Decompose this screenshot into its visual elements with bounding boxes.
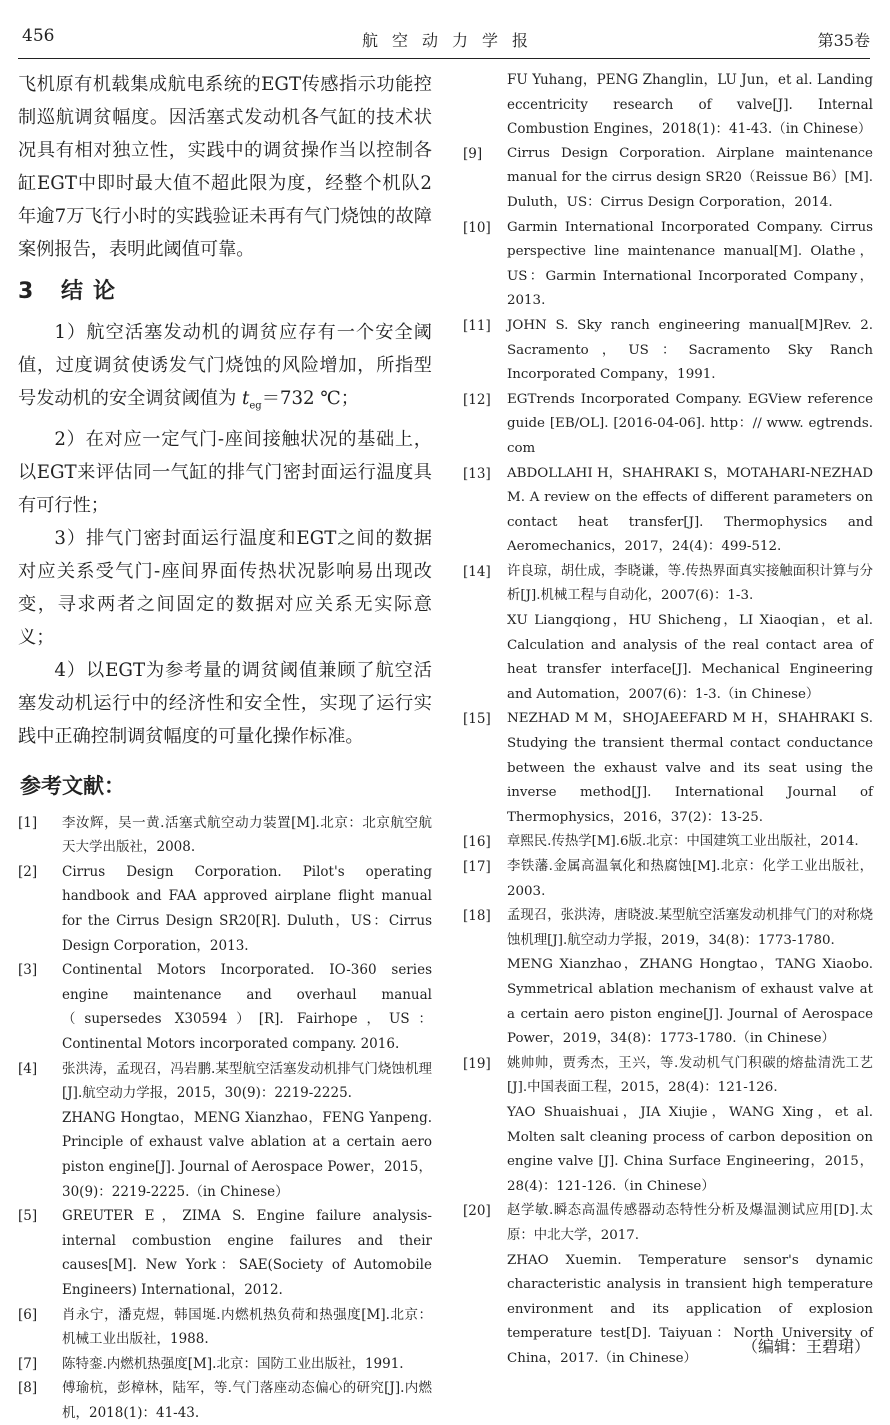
reference-text-en: MENG Xianzhao，ZHANG Hongtao，TANG Xiaobo. Symmetrical ablation mechanism of exhaust valve at a certain aero piston engine[J]. Journal of Aerospace Power，2019，34(8)：1773-1780.（in Chinese） bbox=[507, 957, 873, 1047]
threshold-value: ＝732 ℃； bbox=[261, 388, 359, 409]
references-heading: 参考文献： bbox=[20, 773, 125, 798]
reference-text: 许良琼，胡仕成，李晓谦，等.传热界面真实接触面积计算与分析[J].机械工程与自动化，2007(6)：1-3. bbox=[507, 563, 873, 604]
reference-number: [1] bbox=[18, 814, 38, 831]
threshold-subscript: eg bbox=[249, 400, 262, 412]
running-header bbox=[0, 0, 890, 60]
reference-number: [6] bbox=[18, 1306, 38, 1323]
reference-number: [15] bbox=[463, 711, 491, 728]
reference-number: [11] bbox=[463, 317, 491, 334]
reference-item bbox=[463, 142, 873, 216]
reference-text: 张洪涛，孟现召，冯岩鹏.某型航空活塞发动机排气门烧蚀机理[J].航空动力学报，2015，30(9)：2219-2225. bbox=[62, 1060, 432, 1102]
right-column bbox=[463, 68, 873, 1371]
reference-text: 陈特銮.内燃机热强度[M].北京：国防工业出版社，1991. bbox=[62, 1355, 404, 1372]
intro-paragraph: 飞机原有机载集成航电系统的EGT传感指示功能控制巡航调贫幅度。因活塞式发动机各气缸的技术状况具有相对独立性，实践中的调贫操作当以控制各缸EGT中即时最大值不超此限为度，经整个机队2年逾7万飞行小时的实践验证未再有气门烧蚀的故障案例报告，表明此阈值可靠。 bbox=[18, 74, 432, 260]
reference-number: [5] bbox=[18, 1208, 38, 1225]
section-heading bbox=[18, 276, 432, 308]
reference-text: GREUTER E，ZIMA S. Engine failure analysis-internal combustion engine failures and their causes[M]. New York：SAE(Society of Automobile Engineers) International，2012. bbox=[62, 1208, 432, 1298]
reference-number: [8] bbox=[18, 1380, 38, 1397]
reference-text: Cirrus Design Corporation. Pilot's operating handbook and FAA approved airplane flight manual for the Cirrus Design SR20[R]. Duluth，US：Cirrus Design Corporation，2013. bbox=[62, 863, 432, 954]
reference-item bbox=[463, 1052, 873, 1200]
reference-item bbox=[18, 1376, 432, 1425]
reference-item bbox=[18, 958, 432, 1056]
conclusion-1 bbox=[18, 316, 432, 423]
conclusion-3: 3）排气门密封面运行温度和EGT之间的数据对应关系受气门-座间界面传热状况影响易出现改变，寻求两者之间固定的数据对应关系无实际意义； bbox=[18, 527, 432, 648]
conclusion-2: 2）在对应一定气门-座间接触状况的基础上，以EGT来评估同一气缸的排气门密封面运行温度具有可行性； bbox=[18, 428, 432, 516]
reference-item bbox=[463, 560, 873, 708]
reference-number: [12] bbox=[463, 391, 491, 408]
reference-text-en: ZHANG Hongtao，MENG Xianzhao，FENG Yanpeng. Principle of exhaust valve ablation at a certain aero piston engine[J]. Journal of Aerospace Power，2015，30(9)：2219-2225.（in Chinese） bbox=[62, 1109, 432, 1200]
page-number: 456 bbox=[22, 26, 55, 46]
left-column bbox=[18, 68, 432, 1425]
reference-number: [3] bbox=[18, 962, 38, 979]
reference-item bbox=[463, 216, 873, 314]
references-list-right bbox=[463, 142, 873, 1372]
reference-item bbox=[18, 1204, 432, 1302]
reference-number: [17] bbox=[463, 859, 491, 875]
reference-item bbox=[18, 811, 432, 860]
conclusion-1-text: 1）航空活塞发动机的调贫应存有一个安全阈值，过度调贫使诱发气门烧蚀的风险增加，所指型号发动机的安全调贫阈值为 bbox=[18, 322, 432, 409]
reference-text-en: ZHAO Xuemin. Temperature sensor's dynamic characteristic analysis in transient high temperature environment and its application of explosion temperature test[D]. Taiyuan：North University of China，2017.（in Chinese） bbox=[507, 1252, 873, 1366]
reference-number: [9] bbox=[463, 145, 483, 162]
header-rule bbox=[18, 58, 870, 59]
reference-number: [20] bbox=[463, 1203, 491, 1220]
reference-text: 傅瑜杭，彭樟林，陆军，等.气门落座动态偏心的研究[J].内燃机，2018(1)：41-43. bbox=[62, 1380, 432, 1421]
section-number: 3 bbox=[18, 279, 44, 304]
reference-number: [10] bbox=[463, 219, 491, 236]
reference-text: NEZHAD M M，SHOJAEEFARD M H，SHAHRAKI S. Studying the transient thermal contact conductance between the exhaust valve and its seat using the inverse method[J]. International Journal of Thermophysics，2016，37(2)：13-25. bbox=[507, 711, 873, 825]
reference-text: 肖永宁，潘克煜，韩国埏.内燃机热负荷和热强度[M].北京：机械工业出版社，1988. bbox=[62, 1306, 432, 1348]
reference-text: 李汝辉，吴一黄.活塞式航空动力装置[M].北京：北京航空航天大学出版社，2008. bbox=[62, 814, 432, 856]
reference-text-en: YAO Shuaishuai，JIA Xiujie，WANG Xing，et al. Molten salt cleaning process of carbon deposition on engine valve [J]. China Surface Engineering，2015，28(4)：121-126.（in Chinese） bbox=[507, 1104, 873, 1194]
reference-number: [13] bbox=[463, 465, 491, 482]
reference-text: EGTrends Incorporated Company. EGView reference guide [EB/OL]. [2016-04-06]. http：// www. egtrends. com bbox=[507, 391, 873, 456]
reference-text: ABDOLLAHI H，SHAHRAKI S，MOTAHARI-NEZHAD M. A review on the effects of different parameters on contact heat transfer[J]. Thermophysics and Aeromechanics，2017，24(4)：499-512. bbox=[507, 465, 873, 555]
reference-item bbox=[18, 1352, 432, 1377]
reference-number: [14] bbox=[463, 563, 491, 580]
reference-item bbox=[463, 855, 873, 904]
reference-number: [19] bbox=[463, 1055, 491, 1072]
journal-name: 航空动力学报 bbox=[361, 31, 542, 50]
reference-8-continuation: FU Yuhang，PENG Zhanglin，LU Jun，et al. Landing eccentricity research of valve[J]. Internal Combustion Engines，2018(1)：41-43.（in Chinese） bbox=[507, 72, 873, 138]
threshold-symbol: t bbox=[242, 388, 250, 409]
reference-number: [18] bbox=[463, 908, 491, 925]
editor-credit: （编辑：王碧珺） bbox=[741, 1337, 870, 1356]
reference-item bbox=[18, 1057, 432, 1205]
reference-text: 孟现召，张洪涛，唐晓波.某型航空活塞发动机排气门的对称烧蚀机理[J].航空动力学报，2019，34(8)：1773-1780. bbox=[507, 908, 873, 948]
reference-text-en: XU Liangqiong，HU Shicheng，LI Xiaoqian，et al. Calculation and analysis of the real contact area of heat transfer interface[J]. Mechanical Engineering and Automation，2007(6)：1-3.（in Chinese） bbox=[507, 613, 873, 702]
reference-text: JOHN S. Sky ranch engineering manual[M]Rev. 2. Sacramento，US：Sacramento Sky Ranch Incorporated Company，1991. bbox=[507, 317, 873, 383]
reference-number: [2] bbox=[18, 863, 38, 880]
reference-item bbox=[463, 314, 873, 388]
reference-text: 李铁藩.金属高温氧化和热腐蚀[M].北京：化学工业出版社，2003. bbox=[507, 859, 873, 899]
reference-item bbox=[463, 707, 873, 830]
reference-text: 赵学敏.瞬态高温传感器动态特性分析及爆温测试应用[D].太原：中北大学，2017. bbox=[507, 1203, 873, 1243]
reference-text: Cirrus Design Corporation. Airplane maintenance manual for the cirrus design SR20（Reissue B6）[M]. Duluth，US：Cirrus Design Corporation，2014. bbox=[507, 145, 873, 210]
reference-text: Garmin International Incorporated Company. Cirrus perspective line maintenance manual[M]. Olathe，US：Garmin International Incorporated Company，2013. bbox=[507, 219, 873, 309]
reference-text: Continental Motors Incorporated. IO-360 series engine maintenance and overhaul manual（supersedes X30594）[R]. Fairhope，US：Continental Motors incorporated company. 2016. bbox=[62, 962, 432, 1052]
reference-item bbox=[18, 1303, 432, 1352]
reference-number: [7] bbox=[18, 1355, 38, 1372]
section-title: 结论 bbox=[60, 279, 125, 304]
reference-text: 章熙民.传热学[M].6版.北京：中国建筑工业出版社，2014. bbox=[507, 834, 859, 850]
reference-item bbox=[463, 904, 873, 1052]
reference-text: 姚帅帅，贾秀杰，王兴，等.发动机气门积碳的熔盐清洗工艺[J].中国表面工程，2015，28(4)：121-126. bbox=[507, 1055, 873, 1096]
reference-number: [16] bbox=[463, 834, 491, 851]
references-list-left bbox=[18, 811, 432, 1425]
conclusion-4: 4）以EGT为参考量的调贫阈值兼顾了航空活塞发动机运行中的经济性和安全性，实现了运行实践中正确控制调贫幅度的可量化操作标准。 bbox=[18, 659, 432, 747]
reference-number: [4] bbox=[18, 1060, 38, 1077]
reference-item bbox=[463, 462, 873, 560]
reference-item bbox=[463, 388, 873, 462]
volume-label: 第35卷 bbox=[817, 31, 870, 50]
reference-item bbox=[463, 830, 873, 855]
reference-item bbox=[18, 860, 432, 958]
